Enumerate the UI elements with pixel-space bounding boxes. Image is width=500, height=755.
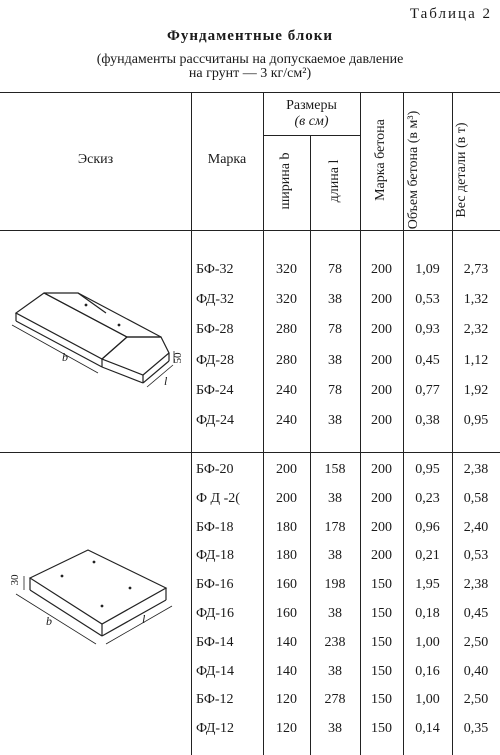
cell-width: 180 [276, 519, 297, 535]
cell-volume: 0,38 [415, 413, 440, 428]
cell-length: 278 [324, 692, 346, 708]
sketch-trapezoid-block [6, 275, 186, 395]
subtitle-line-1: (фундаменты рассчитаны на допускаемое давление [96, 52, 404, 67]
header-dimensions: Размеры [286, 98, 337, 113]
cell-width: 120 [276, 721, 297, 737]
cell-volume: 0,23 [415, 490, 440, 506]
cell-grade: 200 [371, 352, 392, 368]
header-sketch: Эскиз [77, 152, 114, 167]
cell-width: 160 [276, 606, 297, 621]
cell-mark: ФД-16 [196, 606, 235, 621]
cell-length: 38 [328, 292, 342, 308]
group-separator [0, 452, 500, 453]
header-concrete-volume: Объем бетона (в м³) [406, 110, 421, 230]
cell-volume: 1,00 [415, 634, 440, 650]
cell-length: 78 [328, 262, 342, 277]
table-title: Фундаментные блоки [166, 28, 334, 44]
cell-grade: 200 [371, 262, 392, 277]
cell-grade: 200 [371, 519, 392, 535]
cell-width: 240 [276, 382, 297, 398]
cell-weight: 0,45 [463, 606, 489, 621]
sketch1-label-l: l [164, 374, 168, 388]
cell-mark: ФД-12 [196, 721, 235, 737]
cell-width: 200 [276, 490, 297, 506]
cell-weight: 2,50 [463, 692, 489, 708]
col-divider-sketch [191, 92, 192, 755]
cell-weight: 0,53 [463, 548, 489, 564]
subtitle-line-2: на грунт — 3 кг/см²) [188, 66, 312, 81]
cell-width: 280 [276, 322, 297, 338]
cell-grade: 150 [371, 577, 392, 593]
cell-weight: 2,38 [463, 577, 489, 593]
cell-grade: 150 [371, 721, 392, 737]
cell-length: 38 [328, 663, 342, 679]
cell-width: 140 [276, 663, 297, 679]
table-number: Таблица 2 [409, 6, 492, 22]
cell-mark: БФ-18 [196, 519, 234, 535]
sketch1-label-b: b [62, 350, 68, 364]
cell-mark: БФ-14 [196, 634, 234, 650]
header-weight: Вес детали (в т) [454, 122, 469, 218]
cell-weight: 2,40 [463, 519, 489, 535]
cell-length: 178 [324, 519, 346, 535]
cell-length: 78 [328, 382, 342, 398]
cell-grade: 200 [371, 490, 392, 506]
header-dimensions-unit: (в см) [294, 114, 329, 129]
cell-length: 38 [328, 490, 342, 506]
cell-grade: 200 [371, 292, 392, 308]
cell-weight: 1,12 [463, 352, 489, 368]
cell-volume: 0,16 [415, 663, 440, 679]
cell-width: 120 [276, 692, 297, 708]
header-mark: Марка [207, 152, 247, 167]
cell-volume: 0,77 [415, 382, 440, 398]
cell-mark: ФД-24 [196, 413, 235, 428]
cell-grade: 200 [371, 382, 392, 398]
cell-grade: 200 [371, 322, 392, 338]
col-divider-width [310, 135, 311, 755]
cell-mark: ФД-32 [196, 292, 235, 308]
cell-volume: 0,96 [415, 519, 440, 535]
header-top-rule [0, 92, 500, 93]
sketch2-label-h: 30 [9, 574, 21, 586]
cell-grade: 150 [371, 634, 392, 650]
cell-width: 200 [276, 462, 297, 477]
cell-length: 198 [324, 577, 346, 593]
cell-length: 38 [328, 606, 342, 621]
cell-mark: БФ-28 [196, 322, 234, 338]
cell-width: 240 [276, 413, 297, 428]
cell-width: 160 [276, 577, 297, 593]
cell-grade: 150 [371, 606, 392, 621]
cell-mark: БФ-16 [196, 577, 234, 593]
cell-mark: БФ-12 [196, 692, 234, 708]
cell-weight: 2,73 [463, 262, 489, 277]
cell-width: 320 [276, 262, 297, 277]
cell-volume: 1,95 [415, 577, 440, 593]
cell-weight: 0,35 [463, 721, 489, 737]
cell-grade: 150 [371, 663, 392, 679]
header-length: длина l [327, 159, 342, 203]
cell-length: 158 [324, 462, 346, 477]
cell-mark: ФД-18 [196, 548, 235, 564]
cell-volume: 1,09 [415, 262, 440, 277]
cell-volume: 0,95 [415, 462, 440, 477]
cell-width: 180 [276, 548, 297, 564]
cell-length: 238 [324, 634, 346, 650]
cell-volume: 0,21 [415, 548, 440, 564]
sketch1-label-h: 50 [172, 352, 184, 364]
cell-weight: 1,92 [463, 382, 489, 398]
cell-volume: 0,45 [415, 352, 440, 368]
cell-weight: 0,58 [463, 490, 489, 506]
cell-length: 38 [328, 413, 342, 428]
cell-weight: 1,32 [463, 292, 489, 308]
cell-width: 320 [276, 292, 297, 308]
cell-weight: 0,40 [463, 663, 489, 679]
cell-length: 38 [328, 721, 342, 737]
cell-width: 280 [276, 352, 297, 368]
cell-length: 78 [328, 322, 342, 338]
cell-length: 38 [328, 352, 342, 368]
sketch2-label-b: b [46, 614, 52, 628]
cell-grade: 200 [371, 548, 392, 564]
cell-volume: 0,93 [415, 322, 440, 338]
cell-mark: Ф Д -2( [196, 490, 240, 506]
cell-width: 140 [276, 634, 297, 650]
cell-volume: 1,00 [415, 692, 440, 708]
cell-mark: ФД-14 [196, 663, 235, 679]
cell-mark: ФД-28 [196, 352, 235, 368]
header-concrete-grade: Марка бетона [373, 119, 388, 201]
sketch2-label-l: l [142, 612, 146, 626]
cell-mark: БФ-24 [196, 382, 234, 398]
cell-weight: 2,38 [463, 462, 489, 477]
cell-grade: 150 [371, 692, 392, 708]
cell-weight: 0,95 [463, 413, 489, 428]
cell-mark: БФ-20 [196, 462, 234, 477]
sketch-flat-slab-block [6, 540, 186, 660]
header-width: ширина b [278, 152, 293, 210]
cell-volume: 0,14 [415, 721, 440, 737]
cell-mark: БФ-32 [196, 262, 234, 277]
cell-grade: 200 [371, 413, 392, 428]
cell-weight: 2,32 [463, 322, 489, 338]
cell-length: 38 [328, 548, 342, 564]
cell-volume: 0,53 [415, 292, 440, 308]
cell-weight: 2,50 [463, 634, 489, 650]
cell-volume: 0,18 [415, 606, 440, 621]
cell-grade: 200 [371, 462, 392, 477]
